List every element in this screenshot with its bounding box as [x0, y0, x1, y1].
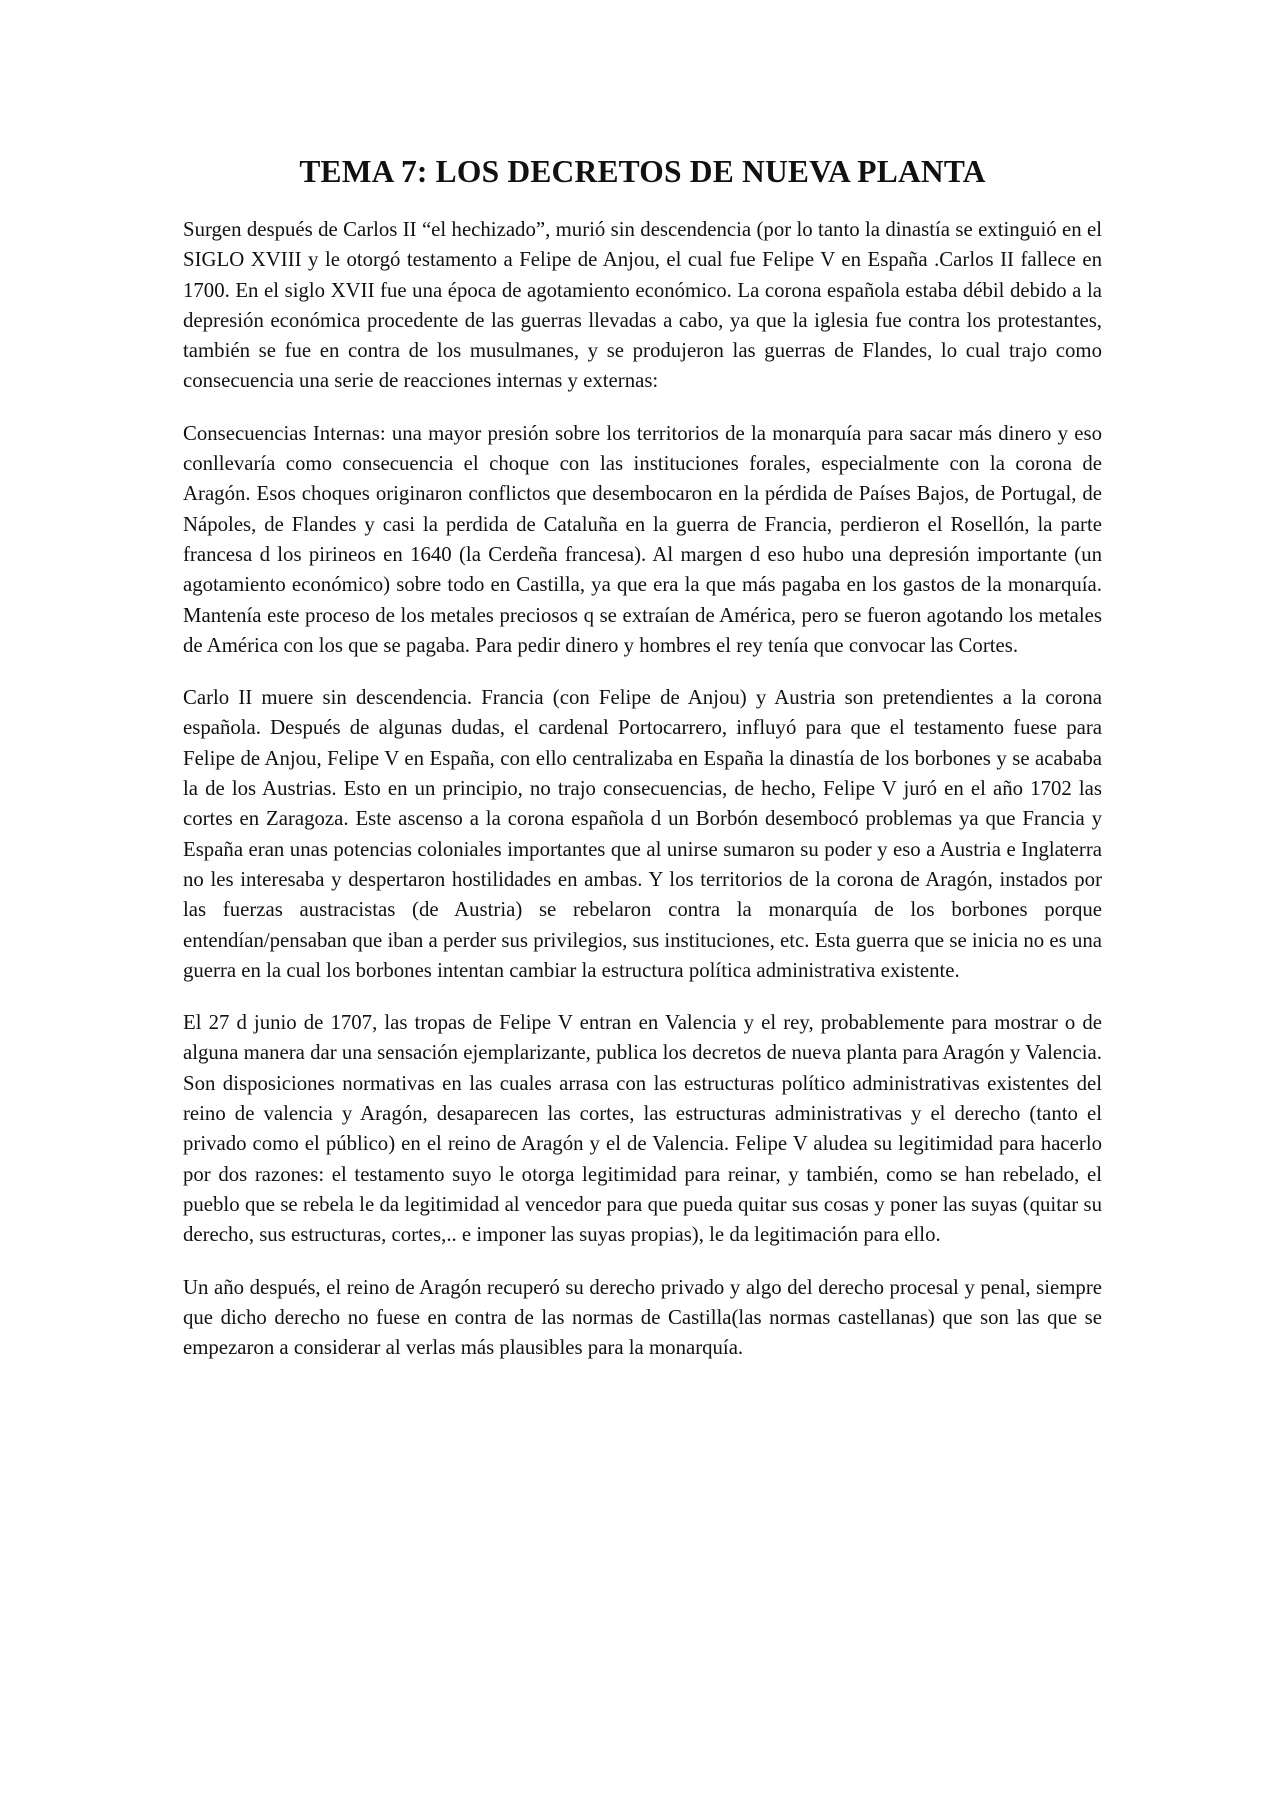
document-title: TEMA 7: LOS DECRETOS DE NUEVA PLANTA [299, 154, 986, 189]
paragraph-sucesion: Carlo II muere sin descendencia. Francia (con Felipe de Anjou) y Austria son pretendientes a la corona española. Después de algunas dudas, el cardenal Portocarrero, influyó para que el testamento fuese para Felipe de Anjou, Felipe V en España, con ello centralizaba en España la dinastía de los borbones y se acababa la de los Austrias. Esto en un principio, no trajo consecuencias, de hecho, Felipe V juró en el año 1702 las cortes en Zaragoza. Este ascenso a la corona española d un Borbón desembocó problemas ya que Francia y España eran unas potencias coloniales importantes que al unirse sumaron su poder y eso a Austria e Inglaterra no les interesaba y despertaron hostilidades en ambas. Y los territorios de la corona de Aragón, instados por las fuerzas austracistas (de Austria) se rebelaron contra la monarquía de los borbones porque entendían/pensaban que iban a perder sus privilegios, sus instituciones, etc. Esta guerra que se inicia no es una guerra en la cual los borbones intentan cambiar la estructura política administrativa existente. [183, 686, 1102, 982]
paragraph-intro: Surgen después de Carlos II “el hechizado”, murió sin descendencia (por lo tanto la dinastía se extinguió en el SIGLO XVIII y le otorgó testamento a Felipe de Anjou, el cual fue Felipe V en España .Carlos II fallece en 1700. En el siglo XVII fue una época de agotamiento económico. La corona española estaba débil debido a la depresión económica procedente de las guerras llevadas a cabo, ya que la iglesia fue contra los protestantes, también se fue en contra de los musulmanes, y se produjeron las guerras de Flandes, lo cual trajo como consecuencia una serie de reacciones internas y externas: [183, 218, 1102, 393]
paragraph-aragon: Un año después, el reino de Aragón recuperó su derecho privado y algo del derecho procesal y penal, siempre que dicho derecho no fuese en contra de las normas de Castilla(las normas castellanas) que son las que se empezaron a considerar al verlas más plausibles para la monarquía. [183, 1275, 1102, 1360]
paragraph-consecuencias-internas: Consecuencias Internas: una mayor presión sobre los territorios de la monarquía para sacar más dinero y eso conllevaría como consecuencia el choque con las instituciones forales, especialmente con la corona de Aragón. Esos choques originaron conflictos que desembocaron en la pérdida de Países Bajos, de Portugal, de Nápoles, de Flandes y casi la perdida de Cataluña en la guerra de Francia, perdieron el Rosellón, la parte francesa d los pirineos en 1640 (la Cerdeña francesa). Al margen d eso hubo una depresión importante (un agotamiento económico) sobre todo en Castilla, ya que era la que más pagaba en los gastos de la monarquía. Mantenía este proceso de los metales preciosos q se extraían de América, pero se fueron agotando los metales de América con los que se pagaba. Para pedir dinero y hombres el rey tenía que convocar las Cortes. [183, 421, 1102, 657]
paragraph-decretos: El 27 d junio de 1707, las tropas de Felipe V entran en Valencia y el rey, probablemente para mostrar o de alguna manera dar una sensación ejemplarizante, publica los decretos de nueva planta para Aragón y Valencia. Son disposiciones normativas en las cuales arrasa con las estructuras político administrativas existentes del reino de valencia y Aragón, desaparecen las cortes, las estructuras administrativas y el derecho (tanto el privado como el público) en el reino de Aragón y el de Valencia. Felipe V aludea su legitimidad para hacerlo por dos razones: el testamento suyo le otorga legitimidad para reinar, y también, como se han rebelado, el pueblo que se rebela le da legitimidad al vencedor para que pueda quitar sus cosas y poner las suyas (quitar su derecho, sus estructuras, cortes,.. e imponer las suyas propias), le da legitimación para ello. [183, 1011, 1102, 1247]
document-page [183, 150, 1102, 1385]
